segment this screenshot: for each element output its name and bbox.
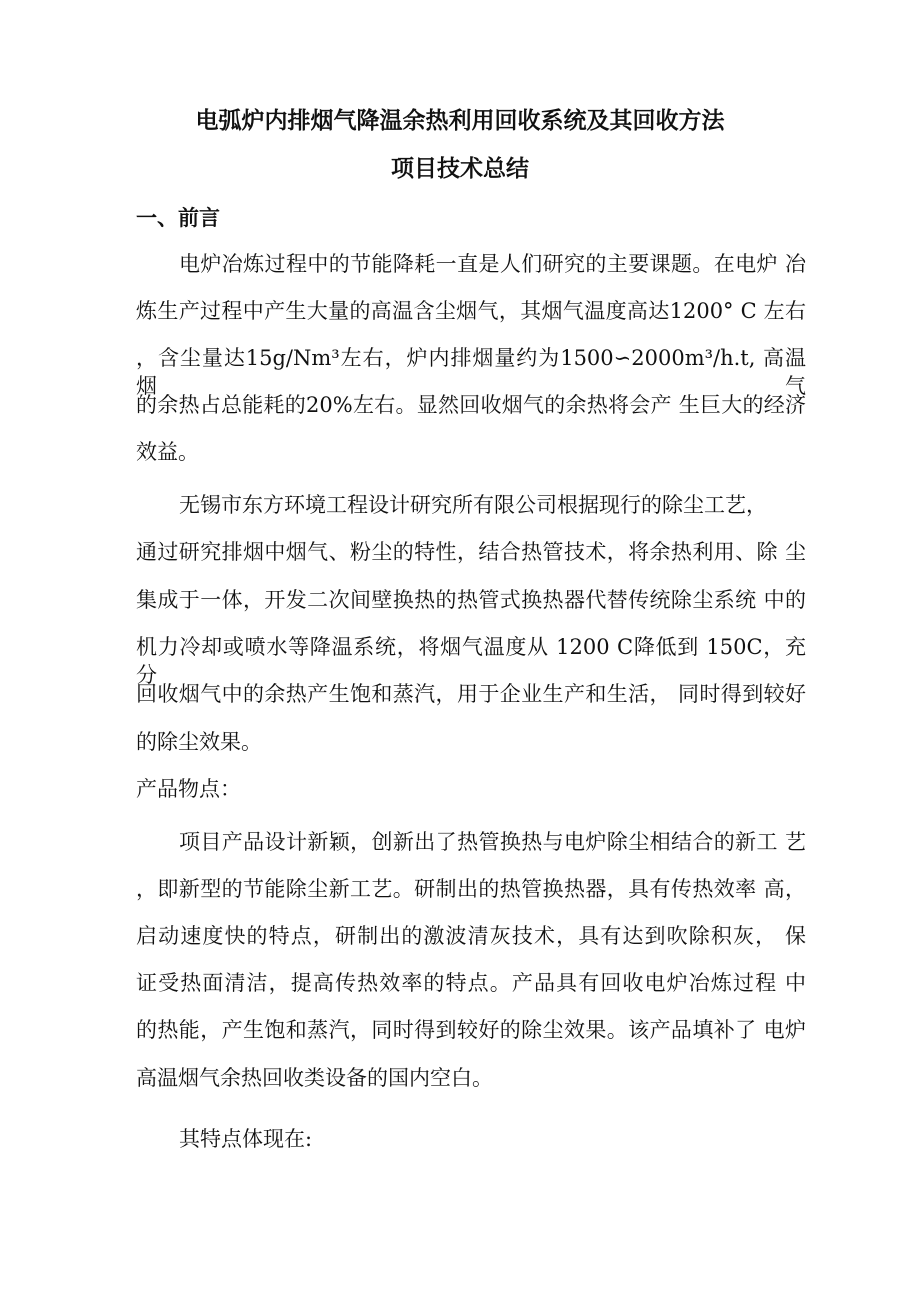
product-features-heading: 产品物点： bbox=[136, 777, 241, 801]
paragraph-2-line: 机力冷却或喷水等降温系统，将烟气温度从 1200 C降低到 150C，充分 bbox=[136, 635, 806, 687]
paragraph-2-line: 的除尘效果。 bbox=[136, 730, 262, 754]
paragraph-2-line: 通过研究排烟中烟气、粉尘的特性，结合热管技术，将余热利用、除 尘 bbox=[136, 540, 806, 564]
paragraph-3-line: 高温烟气余热回收类设备的国内空白。 bbox=[136, 1066, 493, 1090]
paragraph-2-line: 无锡市东方环境工程设计研究所有限公司根据现行的除尘工艺， bbox=[179, 493, 767, 517]
paragraph-3-line: 证受热面清洁，提高传热效率的特点。产品具有回收电炉冶炼过程 中 bbox=[136, 971, 806, 995]
paragraph-2-line: 回收烟气中的余热产生饱和蒸汽，用于企业生产和生活， 同时得到较好 bbox=[136, 682, 806, 706]
paragraph-1-line: 效益。 bbox=[136, 440, 199, 464]
paragraph-3-line: 的热能，产生饱和蒸汽，同时得到较好的除尘效果。该产品填补了 电炉 bbox=[136, 1018, 806, 1042]
document-title-line-1: 电弧炉内排烟气降温余热利用回收系统及其回收方法 bbox=[195, 108, 725, 134]
paragraph-3-line: 项目产品设计新颖，创新出了热管换热与电炉除尘相结合的新工 艺 bbox=[179, 830, 806, 854]
paragraph-1-line: 的余热占总能耗的20%左右。显然回收烟气的余热将会产 生巨大的经济 bbox=[136, 393, 806, 417]
section-heading-preface: 一、前言 bbox=[136, 206, 220, 230]
paragraph-1-line: 炼生产过程中产生大量的高温含尘烟气，其烟气温度高达1200° C 左右 bbox=[136, 299, 806, 323]
features-intro: 其特点体现在: bbox=[179, 1127, 313, 1151]
document-title-line-2: 项目技术总结 bbox=[391, 156, 529, 182]
paragraph-1-line: 电炉冶炼过程中的节能降耗一直是人们研究的主要课题。在电炉 冶 bbox=[179, 252, 806, 276]
paragraph-3-line: 启动速度快的特点，研制出的激波清灰技术，具有达到吹除积灰， 保 bbox=[136, 924, 806, 948]
paragraph-1-line: ，含尘量达15g/Nm³左右，炉内排烟量约为1500∽2000m³/h.t, 高温烟气 bbox=[136, 346, 806, 398]
paragraph-3-line: ，即新型的节能除尘新工艺。研制出的热管换热器，具有传热效率 高， bbox=[136, 877, 806, 901]
paragraph-2-line: 集成于一体，开发二次间壁换热的热管式换热器代替传统除尘系统 中的 bbox=[136, 588, 806, 612]
